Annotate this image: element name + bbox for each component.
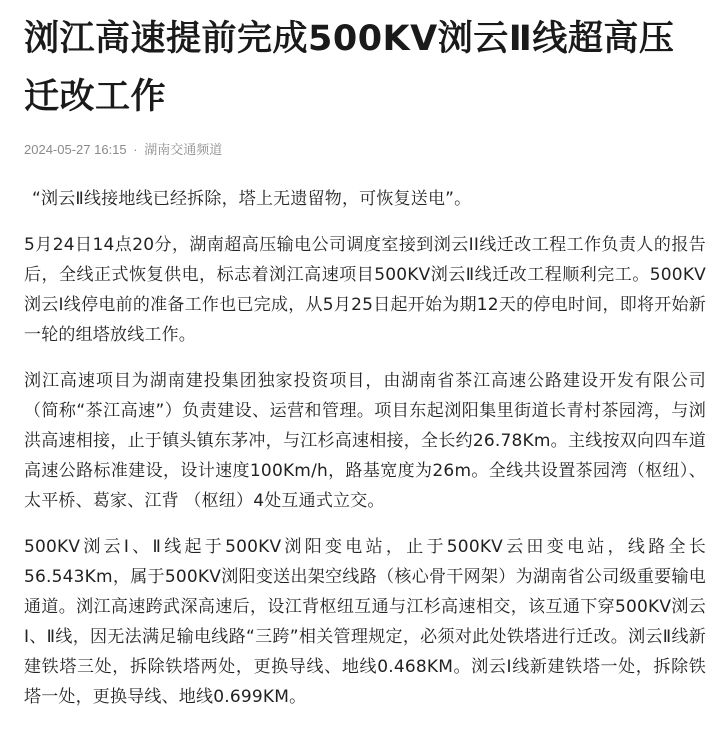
publish-date: 2024-05-27 16:15 <box>24 142 127 157</box>
source-link[interactable]: 湖南交通频道 <box>144 142 223 157</box>
article-paragraph-quote: “浏云Ⅱ线接地线已经拆除，塔上无遗留物，可恢复送电”。 <box>32 189 472 209</box>
article-paragraph: 500KV浏云Ⅰ、Ⅱ线起于500KV浏阳变电站，止于500KV云田变电站，线路全长56.543Km，属于500KV浏阳变送出架空线路（核心骨干网架）为湖南省公司级重要输电通道。浏江高速跨武深高速后，设江背枢纽互通与江杉高速相交，该互通下穿500KV浏云Ⅰ、Ⅱ线，因无法满足输电线路“三跨”相关管理规定，必须对此处铁塔进行迁改。浏云Ⅱ线新建铁塔三处，拆除铁塔两处，更换导线、地线0.468KM。浏云I线新建铁塔一处，拆除铁塔一处，更换导线、地线0.699KM。 <box>24 537 706 707</box>
article-body <box>24 184 706 712</box>
article <box>24 10 706 728</box>
meta-separator: · <box>133 142 138 157</box>
article-title: 浏江高速提前完成500KV浏云Ⅱ线超高压迁改工作 <box>24 19 675 117</box>
article-paragraph: 5月24日14点20分，湖南超高压输电公司调度室接到浏云II线迁改工程工作负责人的报告后，全线正式恢复供电，标志着浏江高速项目500KV浏云Ⅱ线迁改工程顺利完工。500KV浏云Ⅰ线停电前的准备工作也已完成，从5月25日起开始为期12天的停电时间，即将开始新一轮的组塔放线工作。 <box>24 235 706 345</box>
article-paragraph: 浏江高速项目为湖南建投集团独家投资项目，由湖南省茶江高速公路建设开发有限公司（简称“茶江高速”）负责建设、运营和管理。项目东起浏阳集里街道长青村茶园湾，与浏洪高速相接，止于镇头镇东茅冲，与江杉高速相接，全长约26.78Km。主线按双向四车道高速公路标准建设，设计速度100Km/h，路基宽度为26m。全线共设置茶园湾（枢纽）、太平桥、葛家、江背 （枢纽）4处互通式立交。 <box>24 371 706 511</box>
article-meta <box>24 140 706 160</box>
